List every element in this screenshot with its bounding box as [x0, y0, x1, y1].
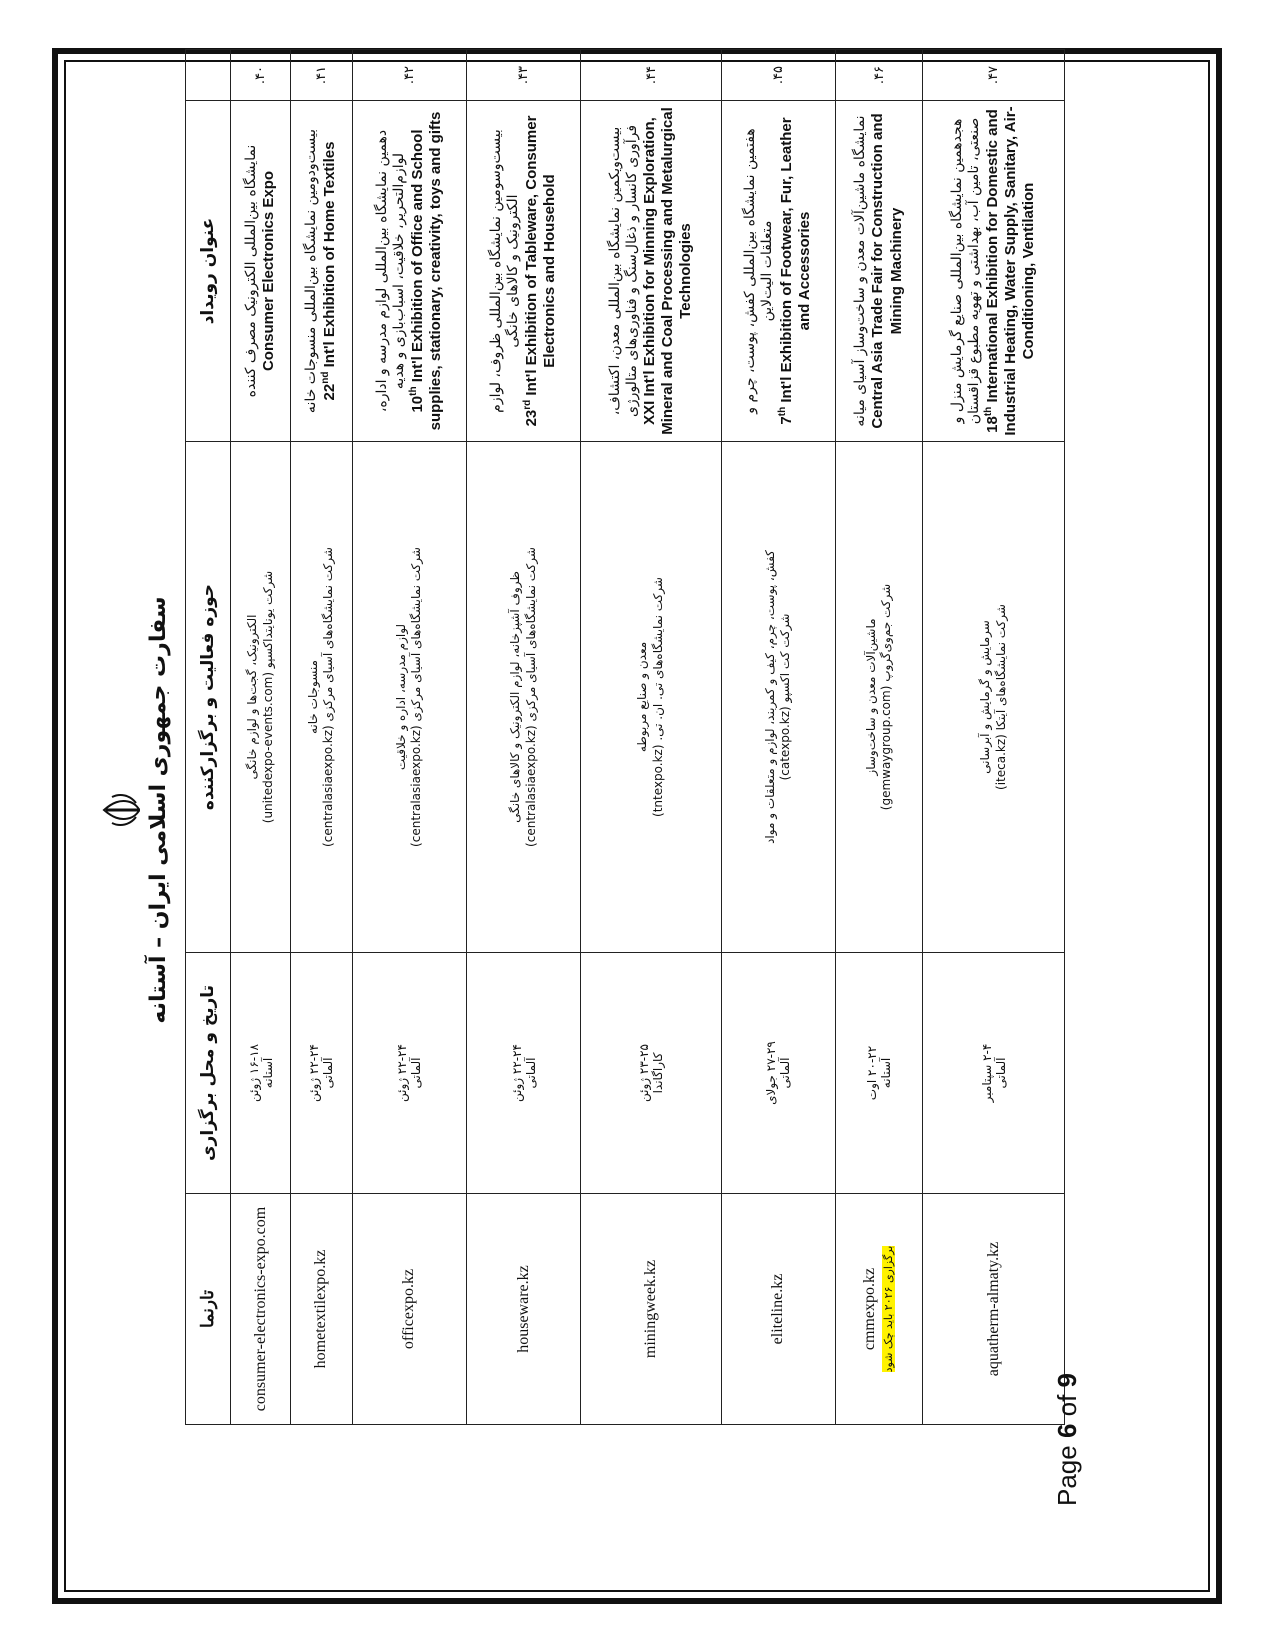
- row-number: ۴۴.: [581, 50, 721, 101]
- event-title-en-suffix: rd: [522, 399, 534, 410]
- event-place: آستانه: [260, 1057, 275, 1089]
- website-link[interactable]: hometextilexpo.kz: [312, 1249, 330, 1369]
- event-title-cell: [467, 101, 581, 442]
- event-title-cell: [721, 101, 835, 442]
- field-organizer-cell: [835, 442, 922, 953]
- event-title-fa: نمایشگاه بین‌المللی الکترونیک مصرف کننده: [242, 144, 259, 398]
- event-title-en-block: [777, 106, 815, 436]
- field-organizer-cell: [291, 442, 353, 953]
- rotated-page: [80, 65, 1100, 1520]
- event-title-en-number: 23: [523, 409, 541, 427]
- table-row: [721, 50, 835, 1425]
- table-row: [231, 50, 291, 1425]
- event-title-cell: [835, 101, 922, 442]
- event-title-en: Consumer Electronics Expo: [259, 170, 277, 372]
- date-place-cell: [581, 953, 721, 1194]
- organizer: شرکت نمایشگاه‌های آسیای مرکزی (centralasiaexpo.kz): [321, 547, 336, 847]
- event-date: ۲-۴ سپتامبر: [979, 1043, 994, 1103]
- event-title-en-block: [641, 106, 696, 436]
- event-date: ۲۰-۲۲ اوت: [865, 1045, 880, 1101]
- table-header-row: [186, 50, 231, 1425]
- row-number: ۴۶.: [835, 50, 922, 101]
- event-place: آلماتی: [778, 1057, 793, 1089]
- website-cell: [835, 1194, 922, 1425]
- event-title-en-block: [408, 106, 446, 436]
- embassy-heading: سفارت جمهوری اسلامی ایران – آستانه: [146, 596, 171, 1024]
- activity-field: لوازم مدرسه، اداره و خلاقیت: [393, 623, 408, 771]
- event-title-en-number: 10: [408, 395, 426, 413]
- event-title-cell: [231, 101, 291, 442]
- event-title-cell: [581, 101, 721, 442]
- event-title-fa: نمایشگاه ماشین‌آلات معدن و ساخت‌وساز آسیای میانه: [852, 115, 869, 427]
- row-number: ۴۱.: [291, 50, 353, 101]
- event-date: ۲۲-۲۴ ژوئن: [395, 1044, 410, 1103]
- activity-field: کفش، پوست، چرم، کیف و کمربند، لوازم و متعلقات و مواد: [762, 550, 777, 844]
- event-title-en-suffix: th: [776, 406, 788, 417]
- date-place-cell: [352, 953, 466, 1194]
- website-cell: [231, 1194, 291, 1425]
- table-row: [923, 50, 1065, 1425]
- activity-field: ماشین‌آلات معدن و ساخت‌وساز: [863, 618, 878, 776]
- event-title-en-block: [320, 106, 339, 436]
- website-link[interactable]: houseware.kz: [514, 1265, 532, 1353]
- event-title-en: Int'l Exhibition of Home Textiles: [321, 141, 339, 368]
- website-link[interactable]: eliteline.kz: [769, 1273, 787, 1345]
- event-place: آلماتی: [321, 1057, 336, 1089]
- event-title-fa: بیست‌ویکمین نمایشگاه بین‌المللی معدن، اکتشاف، فرآوری کانسار و ذغال‌سنگ و فناوری‌های متالورژی: [606, 124, 640, 418]
- event-date: ۲۳-۲۵ ژوئن: [637, 1044, 652, 1103]
- event-place: کاراگاندا: [651, 1052, 666, 1094]
- row-number: ۴۵.: [721, 50, 835, 101]
- website-link[interactable]: consumer-electronics-expo.com: [251, 1206, 269, 1412]
- table-row: [835, 50, 922, 1425]
- date-place-cell: [231, 953, 291, 1194]
- page-footer: Page 6 of 9: [1052, 1372, 1082, 1506]
- organizer: شرکت یونایتداکسپو (unitedexpo-events.com): [260, 570, 275, 824]
- highlight-note: برگزاری ۲۰۲۶ باید چک شود: [882, 1245, 896, 1373]
- website-cell: [581, 1194, 721, 1425]
- event-title-en: Int'l Exhibition of Footwear, Fur, Leather and Accessories: [777, 117, 813, 403]
- table-row: [352, 50, 466, 1425]
- event-title-en-block: [983, 106, 1039, 436]
- organizer: شرکت نمایشگاه‌های آسیای مرکزی (centralasiaexpo.kz): [523, 547, 538, 847]
- website-link[interactable]: miningweek.kz: [642, 1259, 660, 1359]
- website-cell: [721, 1194, 835, 1425]
- event-title-en-number: 22: [321, 383, 339, 401]
- event-place: آلماتی: [993, 1057, 1008, 1089]
- event-title-en-suffix: nd: [320, 371, 332, 384]
- activity-field: معدن و صنایع مربوطه: [635, 641, 650, 753]
- event-title-cell: [291, 101, 353, 442]
- event-title-en: International Exhibition for Domestic and Industrial Heating, Water Supply, Sanitary, Air-Conditioning, Ventilation: [983, 106, 1038, 436]
- event-title-cell: [923, 101, 1065, 442]
- activity-field: سرمایش و گرمایش و آبرسانی: [978, 620, 993, 774]
- organizer: شرکت نمایشگاه‌های آیتکا (iteca.kz): [993, 604, 1008, 790]
- organizer: شرکت نمایشگاه‌های آسیای مرکزی (centralasiaexpo.kz): [409, 547, 424, 847]
- table-row: [467, 50, 581, 1425]
- event-title-en-number: 18: [983, 416, 1001, 433]
- activity-field: ظروف آشپزخانه، لوازم الکترونیک و کالاهای خانگی: [508, 571, 523, 823]
- field-organizer-cell: [581, 442, 721, 953]
- event-title-fa: هفتمین نمایشگاه بین‌المللی کفش، پوست، چرم و متعلقات الیت‌لاین: [742, 128, 776, 414]
- event-place: آستانه: [879, 1057, 894, 1089]
- field-organizer-cell: [352, 442, 466, 953]
- field-organizer-cell: [231, 442, 291, 953]
- header-number: [186, 50, 231, 101]
- date-place-cell: [835, 953, 922, 1194]
- website-cell: [923, 1194, 1065, 1425]
- emblem-logo: [98, 100, 148, 1520]
- header-website: تارنما: [186, 1194, 231, 1425]
- event-title-en: Int'l Exhibition of Tableware, Consumer Electronics and Household: [523, 115, 559, 396]
- event-date: ۲۲-۲۴ ژوئن: [307, 1044, 322, 1103]
- website-cell: [467, 1194, 581, 1425]
- event-place: آلماتی: [523, 1057, 538, 1089]
- date-place-cell: [467, 953, 581, 1194]
- website-cell: [352, 1194, 466, 1425]
- event-place: آلماتی: [409, 1057, 424, 1089]
- row-number: ۴۳.: [467, 50, 581, 101]
- website-cell: [291, 1194, 353, 1425]
- header-date: تاریخ و محل برگزاری: [186, 953, 231, 1194]
- field-organizer-cell: [923, 442, 1065, 953]
- website-link[interactable]: officexpo.kz: [400, 1268, 418, 1350]
- activity-field: منسوجات خانه: [305, 660, 320, 734]
- event-title-en-number: 7: [777, 416, 795, 425]
- field-organizer-cell: [721, 442, 835, 953]
- event-date: ۲۷-۲۹ جولای: [764, 1041, 779, 1105]
- event-title-en-suffix: th: [982, 406, 994, 417]
- row-number: ۴۰.: [231, 50, 291, 101]
- organizer: شرکت جم‌وی‌گروپ (gemwaygroup.com): [879, 583, 894, 811]
- field-organizer-cell: [467, 442, 581, 953]
- date-place-cell: [923, 953, 1065, 1194]
- event-title-en: XXI Int'l Exhibition for Minning Exploration, Mineral and Coal Processing and Metalurgical Technologies: [640, 107, 695, 435]
- organizer: شرکت نمایشگاه‌های تی. ان. تی. (tntexpo.kz): [651, 577, 666, 817]
- event-title-en-block: [869, 106, 906, 436]
- header-field: حوزه فعالیت و برگزارکننده: [186, 442, 231, 953]
- date-place-cell: [721, 953, 835, 1194]
- event-title-en: Int'l Exhibition of Office and School supplies, stationary, creativity, toys and gifts: [408, 111, 445, 431]
- row-number: ۴۲.: [352, 50, 466, 101]
- header-title: عنوان رویداد: [186, 101, 231, 442]
- event-title-en: Central Asia Trade Fair for Construction and Mining Machinery: [869, 113, 905, 429]
- event-title-en-block: [260, 106, 278, 436]
- event-title-en-block: [522, 106, 560, 436]
- website-link[interactable]: aquatherm-almaty.kz: [984, 1241, 1002, 1377]
- activity-field: الکترونیک، گجت‌ها و لوازم خانگی: [244, 614, 259, 780]
- event-title-fa: دهمین نمایشگاه بین‌المللی لوازم مدرسه و اداره، لوازم‌التحریر، خلاقیت، اسباب‌بازی و هدیه: [373, 129, 407, 413]
- row-number: ۴۷.: [923, 50, 1065, 101]
- table-row: [581, 50, 721, 1425]
- website-link[interactable]: cmmexpo.kz: [861, 1267, 879, 1351]
- events-table: [185, 49, 1065, 1425]
- event-title-cell: [352, 101, 466, 442]
- event-title-fa: بیست‌وسومین نمایشگاه بین‌المللی ظروف، لوازم الکترونیک و کالاهای خانگی: [487, 129, 521, 413]
- event-title-en-suffix: th: [407, 386, 419, 396]
- date-place-cell: [291, 953, 353, 1194]
- event-date: ۲۲-۲۴ ژوئن: [509, 1044, 524, 1103]
- organizer: شرکت کت اکسپو (catexpo.kz): [778, 613, 793, 781]
- event-title-fa: بیست‌ودومین نمایشگاه بین‌المللی منسوجات خانه: [303, 128, 320, 414]
- event-title-fa: هجدهمین نمایشگاه بین‌المللی صنایع گرمایش منزل و صنعتی، تامین آب، بهداشتی و تهویه مطبوع قزاقستان: [948, 117, 982, 425]
- event-date: ۱۶-۱۸ ژوئن: [246, 1044, 261, 1103]
- table-row: [291, 50, 353, 1425]
